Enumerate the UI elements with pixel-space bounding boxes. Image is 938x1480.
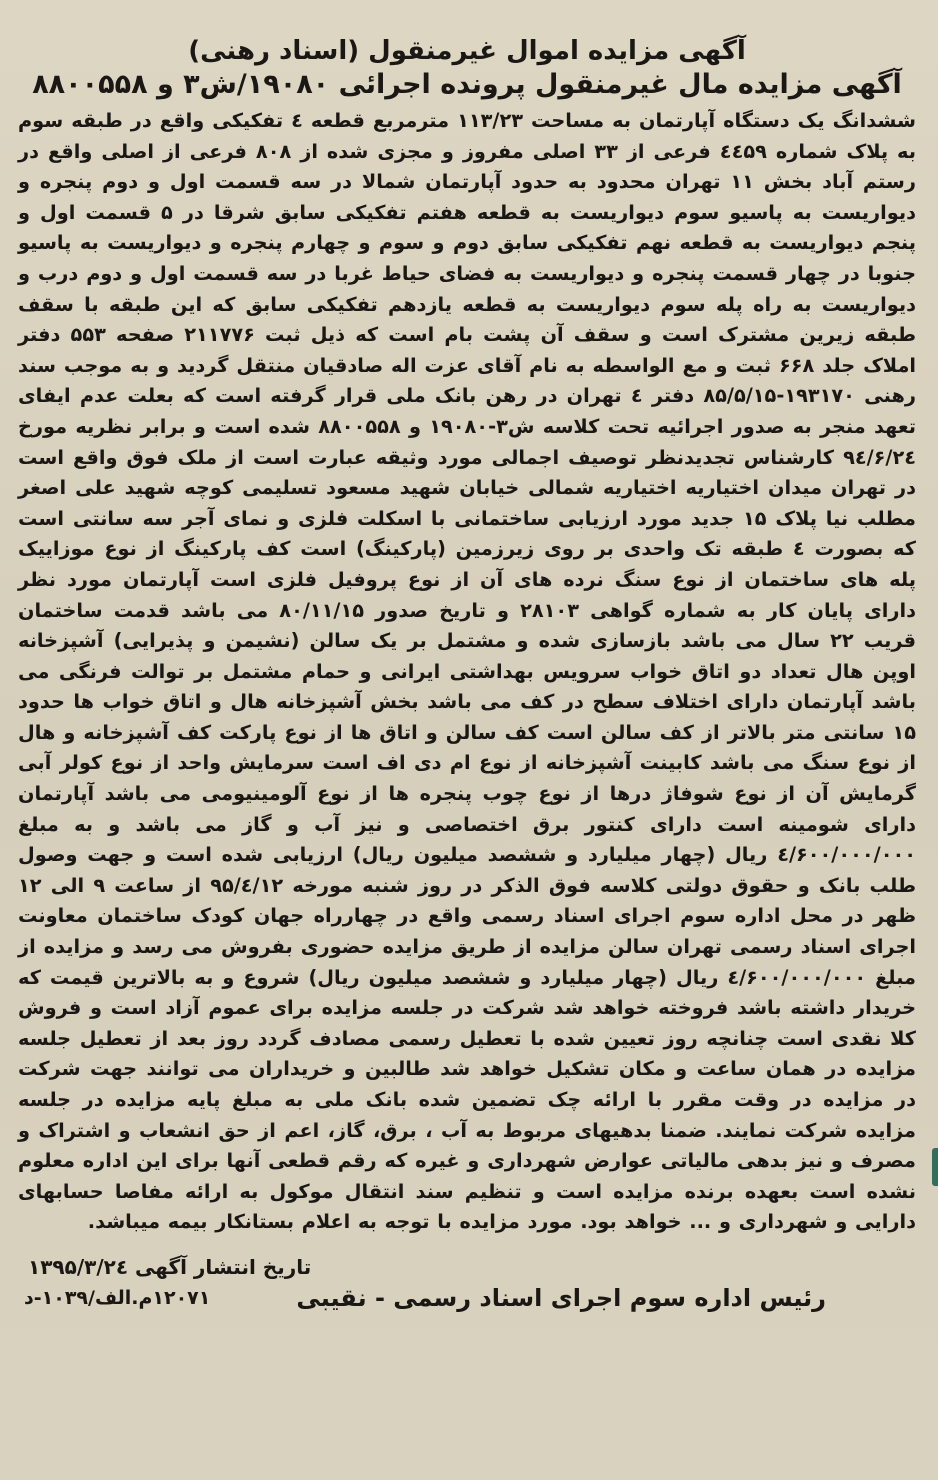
notice-title: آگهی مزایده اموال غیرمنقول (اسناد رهنی): [188, 36, 746, 66]
notice-content: [18, 34, 916, 1312]
publication-date: تاریخ انتشار آگهی ۱۳۹۵/۳/۲٤: [28, 1254, 312, 1279]
notice-body: ششدانگ یک دستگاه آپارتمان به مساحت ۱۱۳/۲۳ مترمربع قطعه ٤ تفکیکی واقع در طبقه سوم به پلاک شماره ٤٤۵۹ فرعی از ۳۳ اصلی مفروز و مجزی شده از ۸۰۸ فرعی از اصلی واقع در رستم آباد بخش ۱۱ تهران محدود به حدود آپارتمان شمالا در سه قسمت اول و دوم پنجره و دیواریست به پاسیو سوم دیواریست به قطعه هفتم تفکیکی سابق شرقا در ۵ قسمت اول و پنجم دیواریست به قطعه نهم تفکیکی سابق دوم و سوم و چهارم پنجره و دیواریست به پاسیو جنوبا در چهار قسمت پنجره و دیواریست به فضای حیاط غربا در سه قسمت اول و دوم درب و دیواریست به راه پله سوم دیواریست به قطعه یازدهم تفکیکی سابق که این طبقه با سقف طبقه زیرین مشترک است و سقف آن پشت بام است که ذیل ثبت ۲۱۱۷۷۶ صفحه ۵۵۳ دفتر املاک جلد ۶۶۸ ثبت و مع الواسطه به نام آقای عزت اله صادقیان منتقل گردید و به موجب سند رهنی ۱۹۳۱۷۰-۸۵/۵/۱۵ دفتر ٤ تهران در رهن بانک ملی قرار گرفته است که بعلت عدم ایفای تعهد منجر به صدور اجرائیه تحت کلاسه ش۳-۱۹۰۸۰ و ۸۸۰۰۵۵۸ شده است و برابر نظریه مورخ ۹٤/۶/۲٤ کارشناس تجدیدنظر توصیف اجمالی مورد وثیقه عبارت است از ملک فوق واقع است در تهران میدان اختیاریه اختیاریه شمالی خیابان شهید مسعود تسلیمی کوچه شهید علی اصغر مطلب نیا پلاک ۱۵ جدید مورد ارزیابی ساختمانی با اسکلت فلزی و نمای آجر سه سانتی است که بصورت ٤ طبقه تک واحدی بر روی زیرزمین (پارکینگ) است کف پارکینگ از نوع موزاییک پله های ساختمان از نوع سنگ نرده های آن از نوع پروفیل فلزی است آپارتمان مورد نظر دارای پایان کار به شماره گواهی ۲۸۱۰۳ و تاریخ صدور ۸۰/۱۱/۱۵ می باشد قدمت ساختمان قریب ۲۲ سال می باشد بازسازی شده و مشتمل بر یک سالن (نشیمن و پذیرایی) آشپزخانه اوپن هال تعداد دو اتاق خواب سرویس بهداشتی ایرانی و حمام مشتمل بر توالت فرنگی می باشد آپارتمان دارای اختلاف سطح در کف می باشد بخش آشپزخانه هال و اتاق خواب ها حدود ۱۵ سانتی متر بالاتر از کف سالن است کف سالن و اتاق ها از نوع پارکت کف آشپزخانه و هال از نوع سنگ می باشد کابینت آشپزخانه از نوع ام دی اف است سرمایش واحد از نوع کولر آبی گرمایش آن از نوع شوفاژ درها از نوع چوب پنجره ها از نوع آلومینیومی می باشد آپارتمان دارای شومینه است دارای کنتور برق اختصاصی و نیز آب و گاز می باشد و به مبلغ ٤/۶۰۰/۰۰۰/۰۰۰ ریال (چهار میلیارد و ششصد میلیون ریال) ارزیابی شده است و جهت وصول طلب بانک و حقوق دولتی کلاسه فوق الذکر در روز شنبه مورخه ۹۵/٤/۱۲ از ساعت ۹ الی ۱۲ ظهر در محل اداره سوم اجرای اسناد رسمی واقع در چهارراه جهان کودک ساختمان معاونت اجرای اسناد رسمی تهران سالن مزایده از طریق مزایده حضوری بفروش می رسد و مزایده از مبلغ ٤/۶۰۰/۰۰۰/۰۰۰ ریال (چهار میلیارد و ششصد میلیون ریال) شروع و به بالاترین قیمت که خریدار داشته باشد فروخته خواهد شد شرکت در جلسه مزایده برای عموم آزاد است و فروش کلا نقدی است چنانچه روز تعیین شده با تعطیل رسمی مصادف گردد روز بعد از تعطیل جلسه مزایده در همان ساعت و مکان تشکیل خواهد شد طالبین و خریداران می توانند جهت شرکت در مزایده در وقت مقرر با ارائه چک تضمین شده بانک ملی به مبلغ پایه مزایده در جلسه مزایده شرکت نمایند. ضمنا بدهیهای مربوط به آب ، برق، گاز، اعم از حق انشعاب و اشتراک و مصرف و نیز بدهی مالیاتی عوارض شهرداری و غیره که رقم قطعی آنها برای این اداره معلوم نشده است بعهده برنده مزایده است و تنظیم سند انتقال موکول به ارائه مفاصا حسابهای دارایی و شهرداری و ... خواهد بود. مورد مزایده با توجه به اعلام بستانکار بیمه میباشد.: [18, 109, 916, 1234]
notice-subtitle: آگهی مزایده مال غیرمنقول پرونده اجرائی ۱۹۰۸۰/ش۳ و ۸۸۰۰۵۵۸: [32, 69, 902, 100]
notice-footer: [18, 1284, 916, 1312]
reference-code: ۱۲۰۷۱م.الف/۱۰۳۹-د: [24, 1286, 211, 1309]
edge-color-mark: [932, 1148, 938, 1186]
signature-line: رئیس اداره سوم اجرای اسناد رسمی - نقیبی: [296, 1283, 826, 1312]
